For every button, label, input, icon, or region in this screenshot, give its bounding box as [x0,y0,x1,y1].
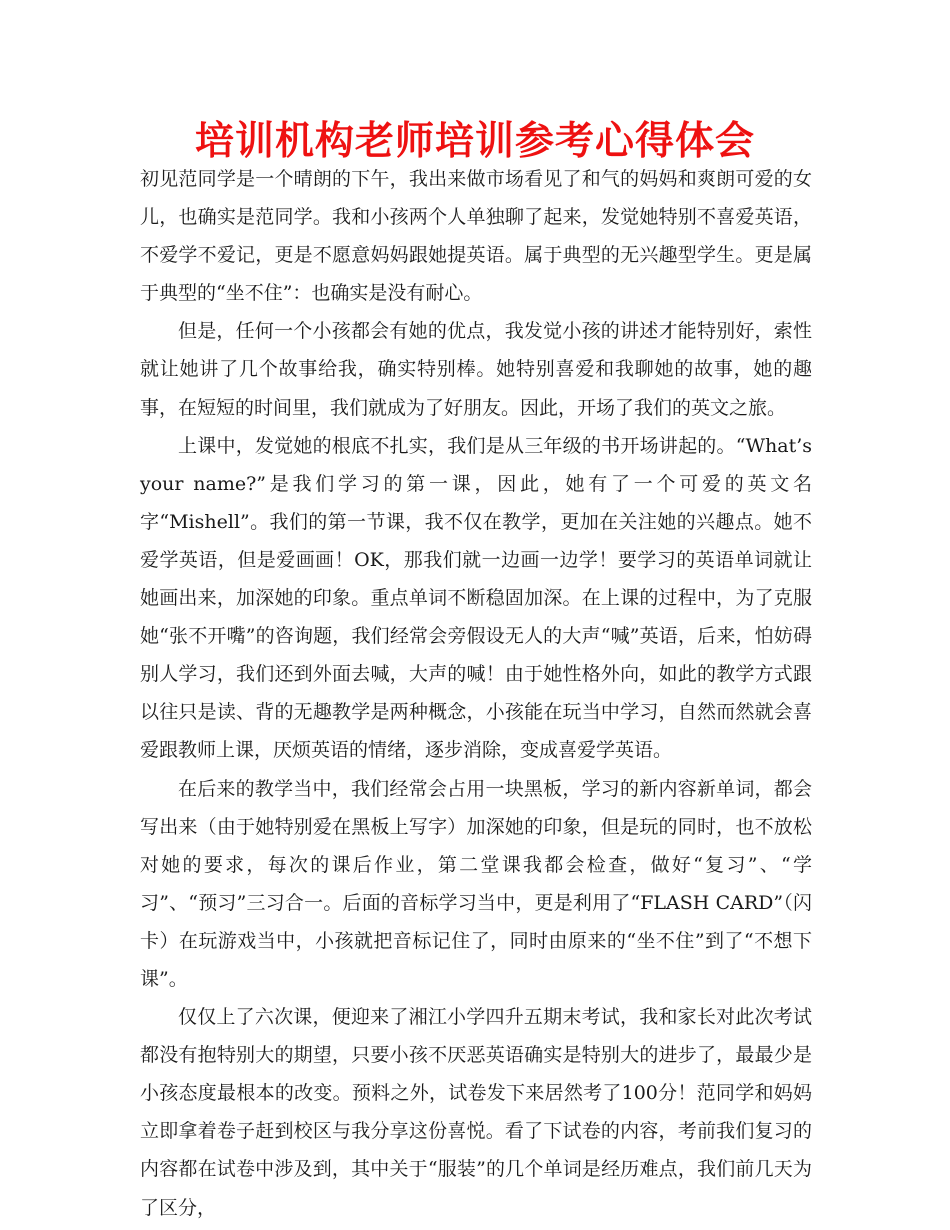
paragraph-3: 上课中，发觉她的根底不扎实，我们是从三年级的书开场讲起的。“What’s your name?”是我们学习的第一课，因此，她有了一个可爱的英文名字“Mishell”。我们的第一节课，我不仅在教学，更加在关注她的兴趣点。她不爱学英语，但是爱画画！OK，那我们就一边画一边学！要学习的英语单词就让她画出来，加深她的印象。重点单词不断稳固加深。在上课的过程中，为了克服她“张不开嘴”的咨询题，我们经常会旁假设无人的大声“喊”英语，后来，怕妨碍别人学习，我们还到外面去喊，大声的喊！由于她性格外向，如此的教学方式跟以往只是读、背的无趣教学是两种概念，小孩能在玩当中学习，自然而然就会喜爱跟教师上课，厌烦英语的情绪，逐步消除，变成喜爱学英语。 [140,434,812,762]
paragraph-4: 在后来的教学当中，我们经常会占用一块黑板，学习的新内容新单词，都会写出来（由于她特别爱在黑板上写字）加深她的印象，但是玩的同时，也不放松对她的要求，每次的课后作业，第二堂课我都会检查，做好“复习”、“学习”、“预习”三习合一。后面的音标学习当中，更是利用了“FLASH CARD”（闪卡）在玩游戏当中，小孩就把音标记住了，同时由原来的“坐不住”到了“不想下课”。 [140,777,812,990]
document-title: 培训机构老师培训参考心得体会 [194,119,755,164]
document-body [140,160,812,1227]
paragraph-5: 仅仅上了六次课，便迎来了湘江小学四升五期末考试，我和家长对此次考试都没有抱特别大的期望，只要小孩不厌恶英语确实是特别大的进步了，最最少是小孩态度最根本的改变。预料之外，试卷发下来居然考了100分！范同学和妈妈立即拿着卷子赶到校区与我分享这份喜悦。看了下试卷的内容，考前我们复习的内容都在试卷中涉及到，其中关于“服装”的几个单词是经历难点，我们前几天为了区分， [140,1006,812,1219]
paragraph-1: 初见范同学是一个晴朗的下午，我出来做市场看见了和气的妈妈和爽朗可爱的女儿，也确实是范同学。我和小孩两个人单独聊了起来，发觉她特别不喜爱英语，不爱学不爱记，更是不愿意妈妈跟她提英语。属于典型的无兴趣型学生。更是属于典型的“坐不住”：也确实是没有耐心。 [140,168,812,305]
paragraph-2: 但是，任何一个小孩都会有她的优点，我发觉小孩的讲述才能特别好，索性就让她讲了几个故事给我，确实特别棒。她特别喜爱和我聊她的故事，她的趣事，在短短的时间里，我们就成为了好朋友。因此，开场了我们的英文之旅。 [140,320,812,419]
